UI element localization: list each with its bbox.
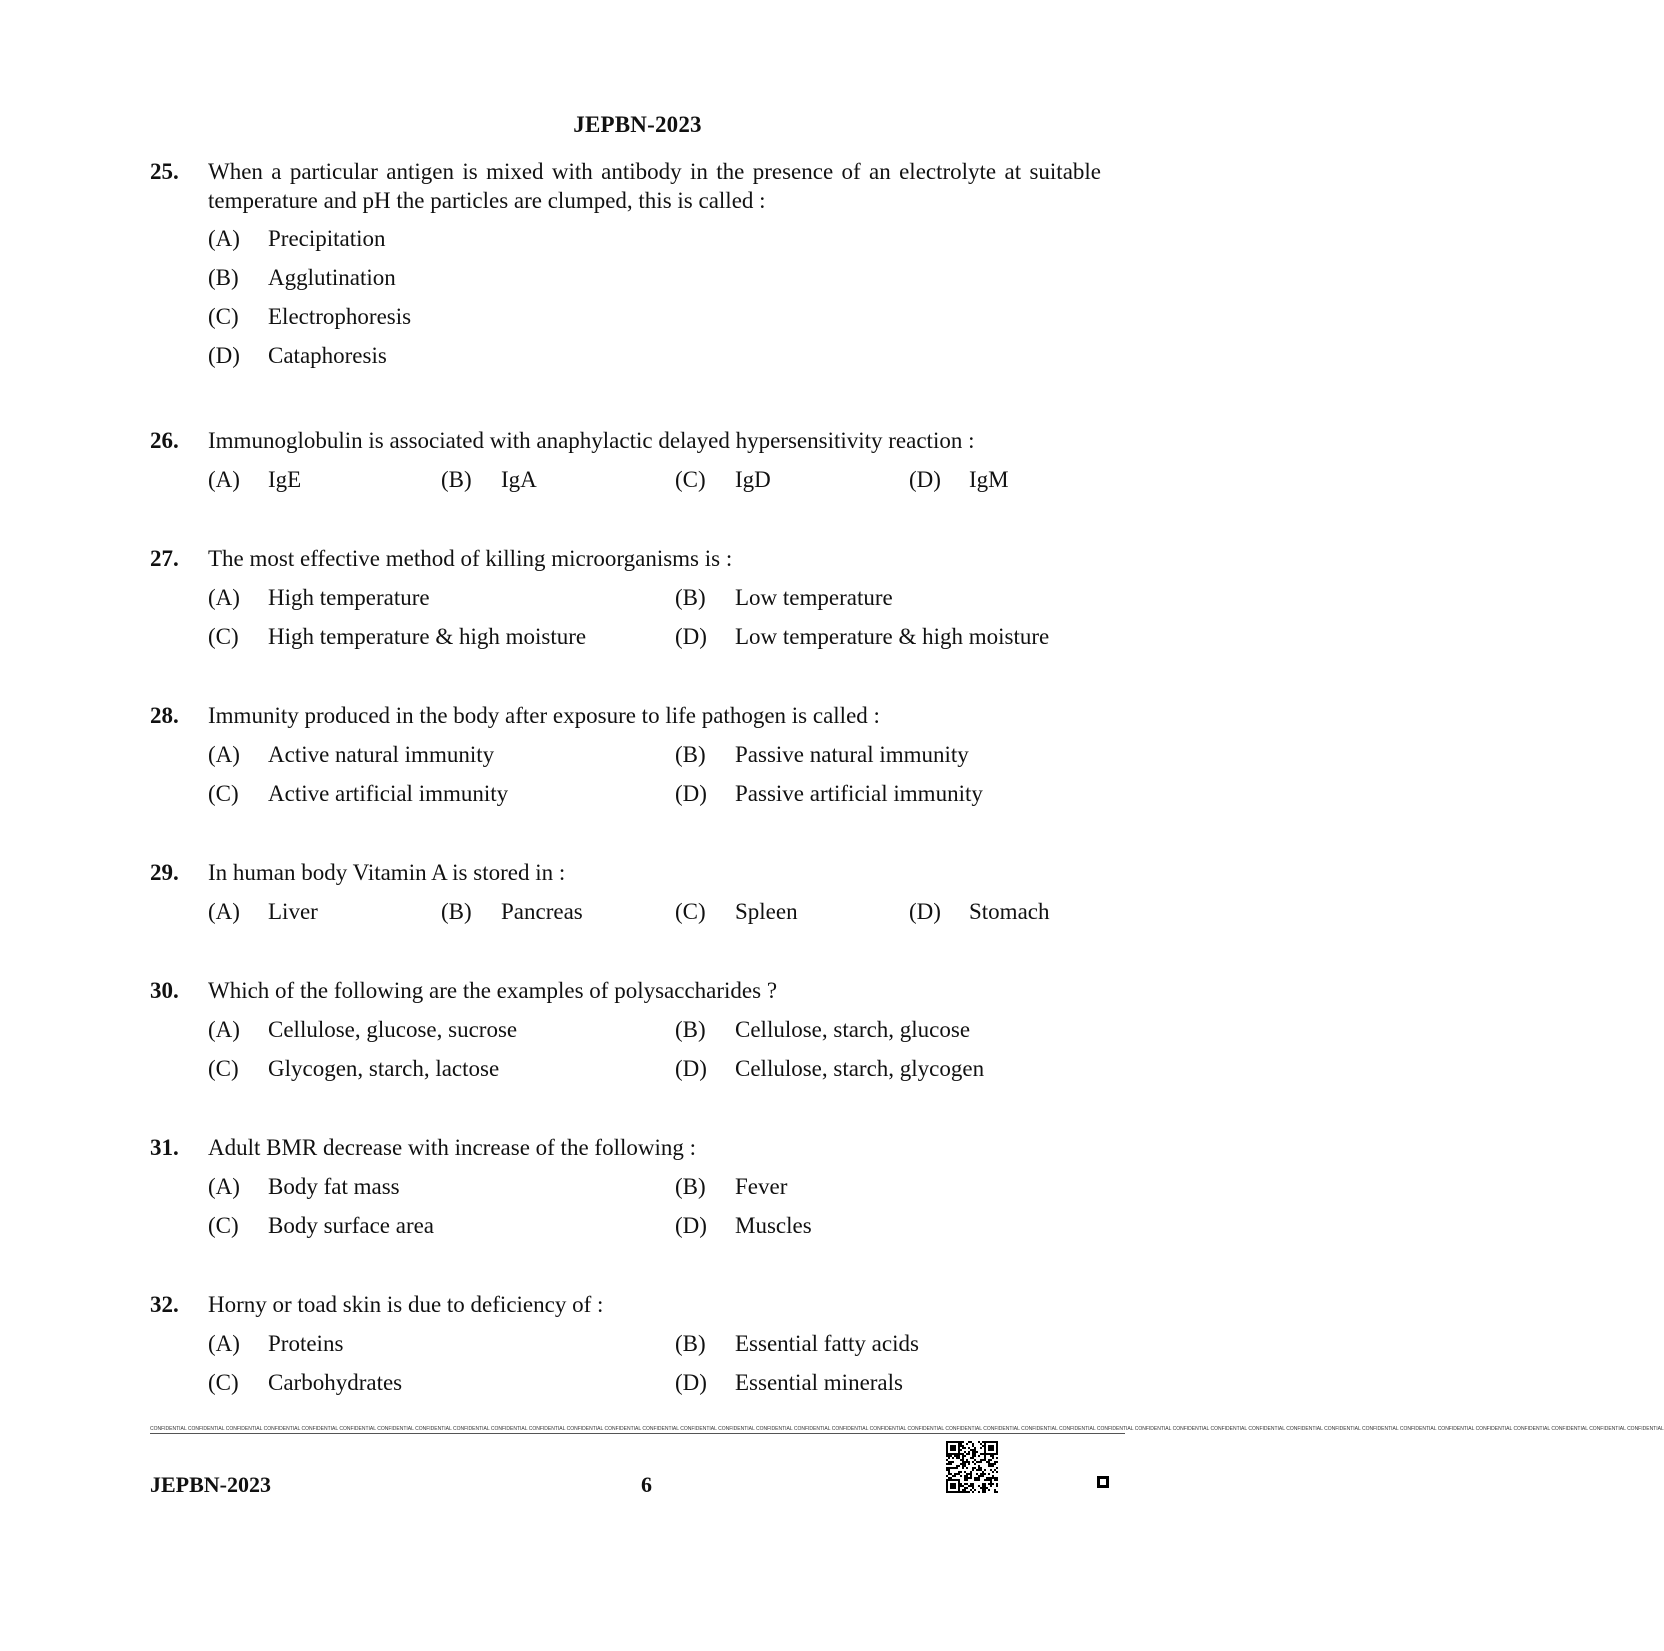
question-number: 29.	[150, 860, 179, 885]
option-label: (D)	[909, 467, 941, 492]
option-text: Fever	[735, 1174, 788, 1199]
question-number: 31.	[150, 1135, 179, 1160]
option-label: (C)	[208, 624, 239, 649]
question-text: Immunity produced in the body after exposure to life pathogen is called :	[208, 703, 880, 728]
option-label: (D)	[208, 343, 240, 368]
footer-code: JEPBN-2023	[150, 1472, 271, 1497]
option-text: Pancreas	[501, 899, 583, 924]
option-text: IgM	[969, 467, 1009, 492]
option-label: (C)	[675, 899, 706, 924]
page-header: JEPBN-2023	[573, 112, 702, 137]
question-text: Horny or toad skin is due to deficiency of :	[208, 1292, 604, 1317]
question-text: Which of the following are the examples of polysaccharides ?	[208, 978, 778, 1003]
option-label: (B)	[208, 265, 239, 290]
question-number: 26.	[150, 428, 179, 453]
option-text: Precipitation	[268, 226, 386, 251]
option-label: (D)	[909, 899, 941, 924]
option-label: (B)	[675, 585, 706, 610]
option-text: Low temperature & high moisture	[735, 624, 1050, 649]
option-label: (C)	[208, 1213, 239, 1238]
option-text: Active natural immunity	[268, 742, 495, 767]
option-label: (D)	[675, 781, 707, 806]
option-label: (B)	[675, 1331, 706, 1356]
qr-code-icon	[946, 1441, 998, 1493]
option-label: (A)	[208, 742, 240, 767]
option-text: High temperature	[268, 585, 430, 610]
option-label: (C)	[208, 781, 239, 806]
option-label: (B)	[441, 899, 472, 924]
option-label: (B)	[675, 1174, 706, 1199]
option-text: Spleen	[735, 899, 798, 924]
option-label: (C)	[675, 467, 706, 492]
option-text: Proteins	[268, 1331, 344, 1356]
option-text: Body surface area	[268, 1213, 435, 1238]
option-label: (A)	[208, 467, 240, 492]
question-text: In human body Vitamin A is stored in :	[208, 860, 566, 885]
option-label: (D)	[675, 1213, 707, 1238]
question-number: 30.	[150, 978, 179, 1003]
option-text: Cellulose, glucose, sucrose	[268, 1017, 518, 1042]
option-text: Liver	[268, 899, 318, 924]
option-label: (C)	[208, 1370, 239, 1395]
option-text: IgD	[735, 467, 771, 492]
option-label: (B)	[675, 1017, 706, 1042]
option-label: (A)	[208, 226, 240, 251]
option-text: Muscles	[735, 1213, 812, 1238]
option-text: Carbohydrates	[268, 1370, 403, 1395]
option-text: Passive artificial immunity	[735, 781, 983, 806]
question-text: When a particular antigen is mixed with antibody in the presence of an electrolyte at suitable temperature and pH the particles are clumped, this is called :	[208, 159, 1101, 213]
option-label: (A)	[208, 585, 240, 610]
option-text: Essential minerals	[735, 1370, 903, 1395]
option-text: IgA	[501, 467, 537, 492]
option-text: Cataphoresis	[268, 343, 387, 368]
option-label: (B)	[675, 742, 706, 767]
option-label: (A)	[208, 1331, 240, 1356]
option-text: Electrophoresis	[268, 304, 412, 329]
option-text: Cellulose, starch, glycogen	[735, 1056, 985, 1081]
question-number: 27.	[150, 546, 179, 571]
confidential-strip: CONFIDENTIAL CONFIDENTIAL CONFIDENTIAL CONFIDENTIAL CONFIDENTIAL CONFIDENTIAL CONFIDENTIAL CONFIDENTIAL CONFIDENTIAL CONFIDENTIAL CONFIDENTIAL CONFIDENTIAL CONFIDENTIAL CONFIDENTIAL CONFIDENTIAL CONFIDENTIAL CONFIDENTIAL CONFIDENTIAL CONFIDENTIAL CONFIDENTIAL CONFIDENTIAL CONFIDENTIAL CONFIDENTIAL CONFIDENTIAL CONFIDENTIAL CONFIDENTIAL CONFIDENTIAL CONFIDENTIAL CONFIDENTIAL CONFIDENTIAL CONFIDENTIAL CONFIDENTIAL CONFIDENTIAL CONFIDENTIAL CONFIDENTIAL CONFIDENTIAL CONFIDENTIAL CONFIDENTIAL CONFIDENTIAL CONFIDENTIAL	[150, 1426, 1664, 1432]
option-label: (D)	[675, 624, 707, 649]
option-text: Stomach	[969, 899, 1050, 924]
option-text: Essential fatty acids	[735, 1331, 919, 1356]
question-number: 28.	[150, 703, 179, 728]
option-text: Low temperature	[735, 585, 893, 610]
option-label: (A)	[208, 1174, 240, 1199]
option-text: Passive natural immunity	[735, 742, 969, 767]
question-text: The most effective method of killing microorganisms is :	[208, 546, 733, 571]
question-number: 25.	[150, 159, 179, 184]
option-label: (D)	[675, 1056, 707, 1081]
question-text: Adult BMR decrease with increase of the following :	[208, 1135, 696, 1160]
square-mark-icon	[1097, 1476, 1109, 1488]
option-label: (A)	[208, 899, 240, 924]
option-text: Active artificial immunity	[268, 781, 509, 806]
option-text: Body fat mass	[268, 1174, 400, 1199]
question-text: Immunoglobulin is associated with anaphylactic delayed hypersensitivity reaction :	[208, 428, 975, 453]
option-label: (C)	[208, 1056, 239, 1081]
option-text: High temperature & high moisture	[268, 624, 587, 649]
option-label: (D)	[675, 1370, 707, 1395]
option-text: Glycogen, starch, lactose	[268, 1056, 500, 1081]
option-label: (B)	[441, 467, 472, 492]
option-text: Agglutination	[268, 265, 396, 290]
question-number: 32.	[150, 1292, 179, 1317]
option-text: Cellulose, starch, glucose	[735, 1017, 971, 1042]
option-text: IgE	[268, 467, 302, 492]
page-number: 6	[641, 1472, 652, 1497]
option-label: (C)	[208, 304, 239, 329]
option-label: (A)	[208, 1017, 240, 1042]
